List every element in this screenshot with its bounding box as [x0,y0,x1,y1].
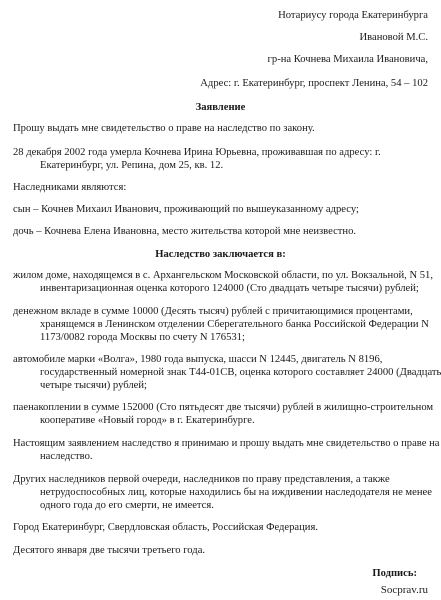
no-other-heirs-line-3: одного года до его смерти, не имеется. [40,500,214,511]
death-line-2: Екатеринбург, ул. Репина, дом 25, кв. 12. [40,160,224,171]
header-recipient: Нотариусу города Екатеринбурга [278,10,428,21]
estate-deposit-line-1: денежном вкладе в сумме 10000 (Десять тысяч) рублей с причитающимися процентами, [13,306,413,317]
death-line-1: 28 декабря 2002 года умерла Кочнева Ирина Юрьевна, проживавшая по адресу: г. [13,147,381,158]
estate-car-line-3: четыре тысячи) рублей; [40,380,147,391]
header-applicant: гр-на Кочнева Михаила Ивановича, [267,54,428,65]
estate-house-line-1: жилом доме, находящемся в с. Архангельском Московской области, по ул. Вокзальной, N 51, [13,270,433,281]
estate-share-line-2: кооперативе «Новый город» в г. Екатеринбурге. [40,415,255,426]
request-text: Прошу выдать мне свидетельство о праве на наследство по закону. [13,123,315,134]
estate-house-line-2: инвентаризационная оценка которого 124000 (Сто двадцать четыре тысячи) рублей; [40,283,419,294]
date-text: Десятого января две тысячи третьего года. [13,545,206,556]
no-other-heirs-line-1: Других наследников первой очереди, наследников по праву представления, а также [13,474,390,485]
signature-label: Подпись: [372,568,417,579]
estate-share-line-1: паенакоплении в сумме 152000 (Сто пятьдесят две тысячи) рублей в жилищно-строительном [13,402,434,413]
estate-heading: Наследство заключается в: [155,249,286,260]
estate-deposit-line-3: 1173/0082 города Москвы по счету N 176531; [40,332,245,343]
heir-daughter: дочь – Кочнева Елена Ивановна, место жительства которой мне неизвестно. [13,226,357,237]
estate-car-line-2: государственный номерной знак Т44-01СВ, оценка которого составляет 24000 (Двадцать [40,367,441,378]
header-notary-name: Ивановой М.С. [359,32,428,43]
header-address: Адрес: г. Екатеринбург, проспект Ленина, 54 – 102 [200,78,428,89]
estate-car-line-1: автомобиле марки «Волга», 1980 года выпуска, шасси N 12445, двигатель N 8196, [13,354,383,365]
watermark-text: Socprav.ru [380,584,428,596]
no-other-heirs-line-2: нетрудоспособных лиц, которые находились бы на иждивении наследодателя не менее [40,487,432,498]
document-title: Заявление [195,102,246,113]
estate-deposit-line-2: хранящемся в Ленинском отделении Сберегательного банка Российской Федерации N [40,319,429,330]
accept-line-2: наследство. [40,451,93,462]
place-text: Город Екатеринбург, Свердловская область, Российская Федерация. [13,522,318,533]
accept-line-1: Настоящим заявлением наследство я принимаю и прошу выдать мне свидетельство о праве на [13,438,440,449]
heirs-intro: Наследниками являются: [13,182,127,193]
heir-son: сын – Кочнев Михаил Иванович, проживающий по вышеуказанному адресу; [13,204,359,215]
